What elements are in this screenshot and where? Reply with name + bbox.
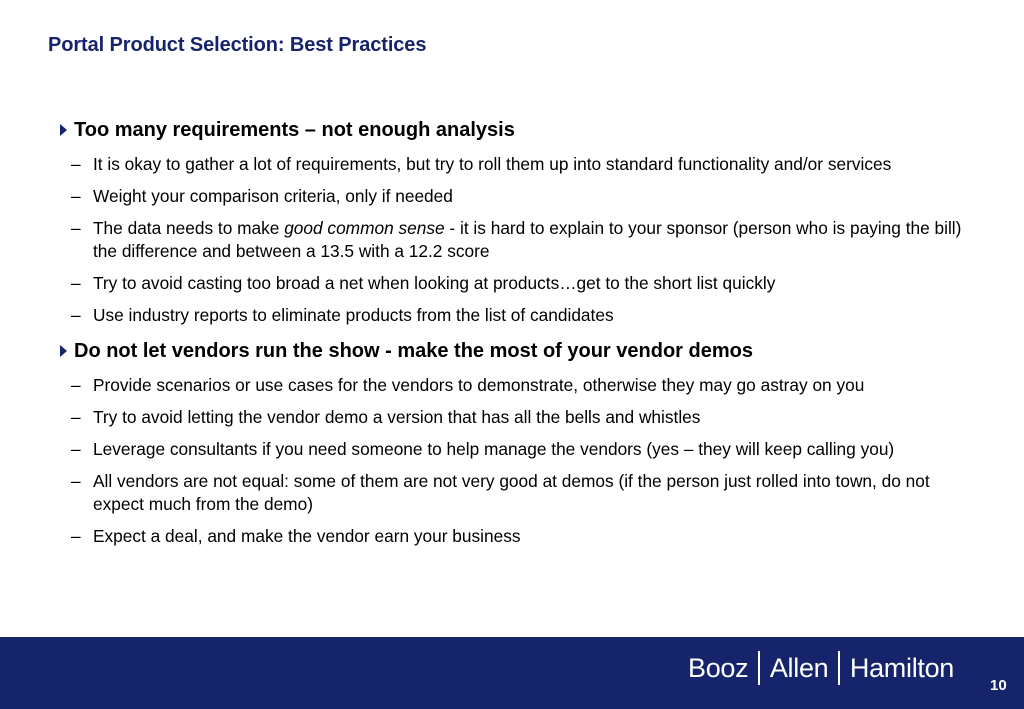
dash-bullet: – xyxy=(71,526,81,546)
list-item-text: Leverage consultants if you need someone to help manage the vendors (yes – they will keep calling you) xyxy=(93,439,895,459)
dash-bullet: – xyxy=(71,439,81,459)
emphasis-text: good common sense xyxy=(284,218,445,238)
dash-bullet: – xyxy=(71,305,81,325)
list-item xyxy=(55,374,985,397)
triangle-bullet-icon xyxy=(60,124,67,136)
list-item-text: All vendors are not equal: some of them are not very good at demos (if the person just rolled into town, do not expect much from the demo) xyxy=(93,471,930,514)
list-item-text: Try to avoid letting the vendor demo a version that has all the bells and whistles xyxy=(93,407,701,427)
list-item-text: It is okay to gather a lot of requirements, but try to roll them up into standard functionality and/or services xyxy=(93,154,892,174)
dash-bullet: – xyxy=(71,407,81,427)
list-item-text: Expect a deal, and make the vendor earn your business xyxy=(93,526,521,546)
list-item xyxy=(55,304,985,327)
list-item-text: Weight your comparison criteria, only if needed xyxy=(93,186,453,206)
company-logo xyxy=(688,651,954,685)
logo-word: Allen xyxy=(769,652,829,683)
list-item xyxy=(55,272,985,295)
dash-bullet: – xyxy=(71,375,81,395)
list-item xyxy=(55,406,985,429)
section-heading: Too many requirements – not enough analysis xyxy=(74,119,515,141)
logo-divider xyxy=(838,651,840,685)
slide-body xyxy=(55,116,985,548)
footer-bar xyxy=(0,637,1024,709)
slide-title: Portal Product Selection: Best Practices xyxy=(48,34,427,56)
list-item xyxy=(55,525,985,548)
list-item xyxy=(55,217,985,263)
logo-word: Booz xyxy=(688,652,749,683)
dash-bullet: – xyxy=(71,218,81,238)
list-item xyxy=(55,153,985,176)
section-heading-row xyxy=(55,337,985,365)
logo-divider xyxy=(758,651,760,685)
triangle-bullet-icon xyxy=(60,345,67,357)
list-item-text: Use industry reports to eliminate products from the list of candidates xyxy=(93,305,614,325)
list-item-text xyxy=(93,217,973,263)
page-number: 10 xyxy=(990,677,1007,694)
section-heading-row xyxy=(55,116,985,144)
list-item xyxy=(55,438,985,461)
list-item-text: Try to avoid casting too broad a net when looking at products…get to the short list quickly xyxy=(93,273,776,293)
section-requirements xyxy=(55,116,985,327)
list-item xyxy=(55,185,985,208)
dash-bullet: – xyxy=(71,471,81,491)
list-item-text-part: - it is hard to explain to your sponsor (person who is paying the bill) the difference and between a 13.5 with a 12.2 score xyxy=(93,218,962,261)
list-item-text: Provide scenarios or use cases for the vendors to demonstrate, otherwise they may go astray on you xyxy=(93,375,865,395)
dash-bullet: – xyxy=(71,154,81,174)
list-item-text-part: The data needs to make xyxy=(93,218,285,238)
dash-bullet: – xyxy=(71,186,81,206)
dash-bullet: – xyxy=(71,273,81,293)
list-item xyxy=(55,470,985,516)
section-vendors xyxy=(55,337,985,548)
logo-word: Hamilton xyxy=(849,652,955,683)
section-heading: Do not let vendors run the show - make the most of your vendor demos xyxy=(74,340,753,362)
